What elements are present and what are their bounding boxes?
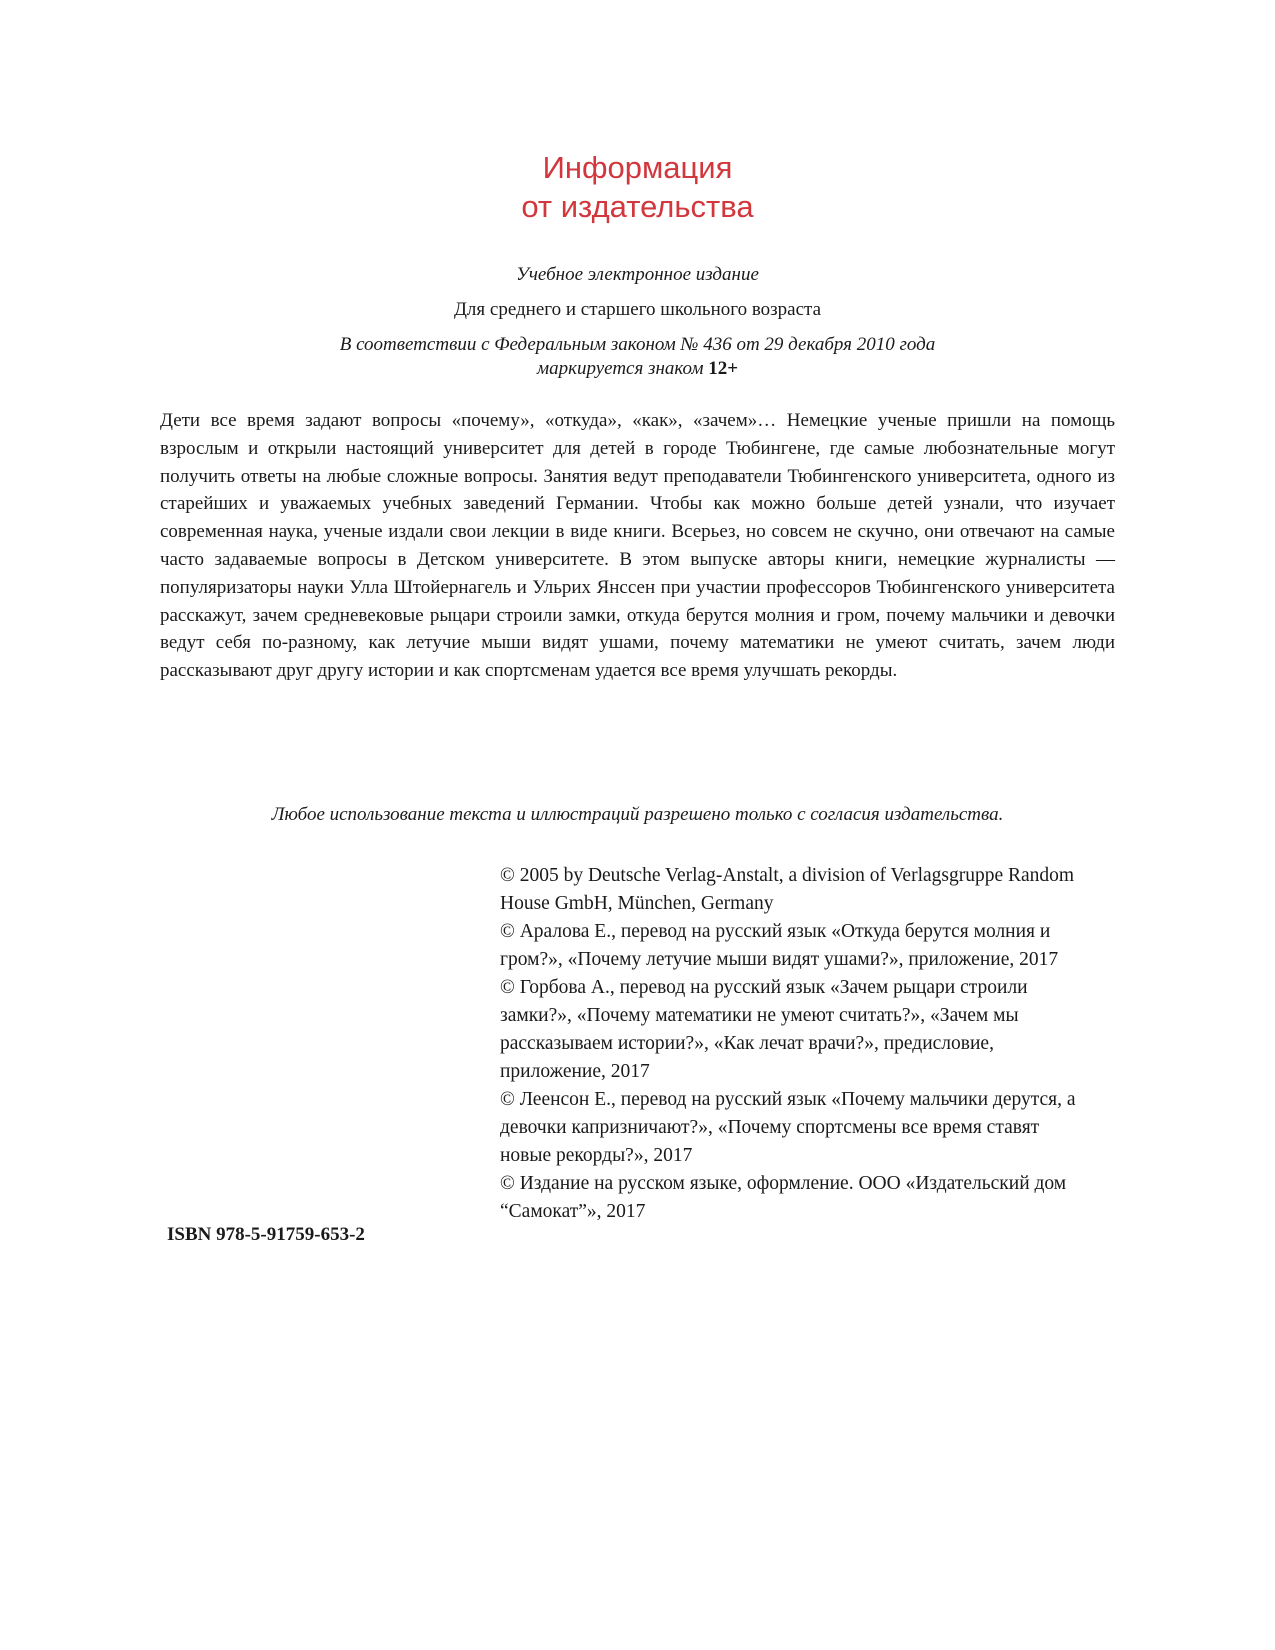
age-marking <box>0 357 1275 381</box>
age-marking-text: маркируется знаком <box>536 358 709 379</box>
copyright-item: © 2005 by Deutsche Verlag-Anstalt, a division of Verlagsgruppe Random House GmbH, München, Germany <box>500 865 1075 914</box>
copyright-item: © Горбова А., перевод на русский язык «Зачем рыцари строили замки?», «Почему математики не умеют считать?», «Зачем мы рассказываем истории?», «Как лечат врачи?», предисловие, приложение, 2017 <box>500 977 1028 1082</box>
age-mark: 12+ <box>708 358 739 379</box>
copyright-item: © Издание на русском языке, оформление. ООО «Издательский дом “Самокат”», 2017 <box>500 1173 1067 1222</box>
page-title <box>0 148 1275 226</box>
isbn: ISBN 978-5-91759-653-2 <box>167 1224 365 1245</box>
audience-label: Для среднего и старшего школьного возраста <box>453 299 822 320</box>
page-title-line2: от издательства <box>521 189 754 224</box>
copyright-item: © Леенсон Е., перевод на русский язык «Почему мальчики дерутся, а девочки капризничают?», «Почему спортсмены все время ставят новые рекорды?», 2017 <box>500 1089 1076 1166</box>
law-reference: В соответствии с Федеральным законом № 436 от 29 декабря 2010 года <box>339 334 936 355</box>
copyright-list <box>500 862 1080 1226</box>
usage-notice: Любое использование текста и иллюстраций разрешено только с согласия издательства. <box>271 804 1004 825</box>
page-title-line1: Информация <box>542 150 733 185</box>
copyright-item: © Аралова Е., перевод на русский язык «Откуда берутся молния и гром?», «Почему летучие мыши видят ушами?», приложение, 2017 <box>500 921 1059 970</box>
book-description: Дети все время задают вопросы «почему», «откуда», «как», «зачем»… Немецкие ученые пришли на помощь взрослым и открыли настоящий университет для детей в городе Тюбингене, где самые любознательные могут получить ответы на любые сложные вопросы. Занятия ведут преподаватели Тюбингенского университета, одного из старейших и уважаемых учебных заведений Германии. Чтобы как можно больше детей узнали, что изучает современная наука, ученые издали свои лекции в виде книги. Всерьез, но совсем не скучно, они отвечают на самые часто задаваемые вопросы в Детском университете. В этом выпуске авторы книги, немецкие журналисты — популяризаторы науки Улла Штойернагель и Ульрих Янссен при участии профессоров Тюбингенского университета расскажут, зачем средневековые рыцари строили замки, откуда берутся молния и гром, почему мальчики и девочки ведут себя по-разному, как летучие мыши видят ушами, почему математики не умеют считать, зачем люди рассказывают друг другу истории и как спортсменам удается все время улучшать рекорды. <box>160 410 1115 682</box>
edition-type: Учебное электронное издание <box>516 264 759 285</box>
